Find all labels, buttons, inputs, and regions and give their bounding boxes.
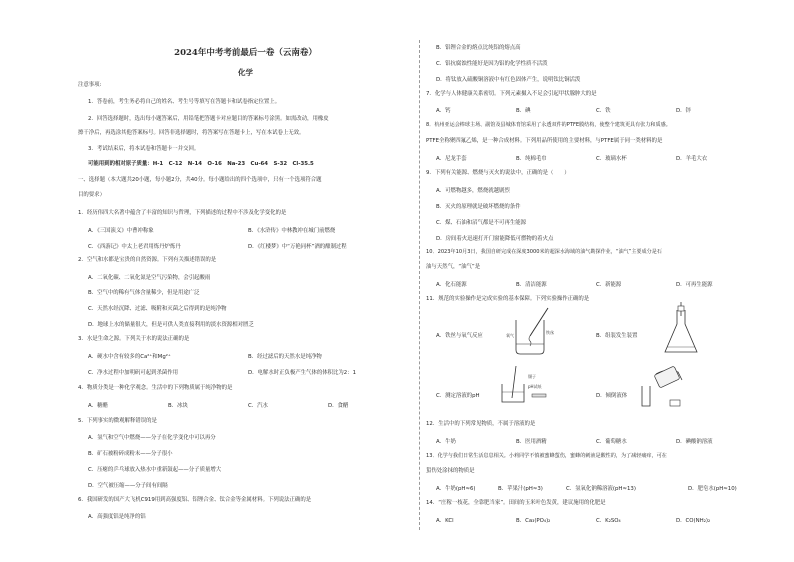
q13-option-b[interactable]: B．苹果汁(pH≈3) bbox=[498, 486, 543, 492]
q9-option-b[interactable]: B．灭火的原理就是破坏燃烧的条件 bbox=[436, 204, 521, 210]
q9-option-c[interactable]: C．煤、石油和沼气都是不可再生能源 bbox=[436, 220, 527, 226]
q4-option-d[interactable]: D．食醋 bbox=[328, 403, 349, 409]
pour-liquid-figure bbox=[626, 366, 696, 410]
q4-option-a[interactable]: A．糖醋 bbox=[88, 403, 108, 409]
section1-intro: 一、选择题（本大题共20小题，每小题2分，共40分。每小题给出的四个选项中，只有一个选项符合题 bbox=[78, 177, 322, 183]
q11-stem: 11．规范的实验操作是完成实验的基本保障。下列实验操作正确的是 bbox=[426, 296, 590, 302]
q10-stem: 10．2023年10月3日，我国自研完成在深度3000米的超深水海域的油气勘探作业，“油气”主要成分是石 bbox=[426, 249, 662, 255]
q4-option-c[interactable]: C．汽水 bbox=[248, 403, 268, 409]
q1-option-c[interactable]: C．《西游记》中太上老君用炼丹炉炼丹 bbox=[88, 244, 181, 250]
q5-option-c[interactable]: C．压瘪的乒乓球放入热水中重新鼓起——分子质量增大 bbox=[88, 467, 222, 473]
q8-option-d[interactable]: D．羊毛大衣 bbox=[676, 156, 708, 162]
note-3: 3．考试结束后，将本试卷和答题卡一并交回。 bbox=[88, 146, 200, 152]
q11-option-c[interactable]: C．测定溶液的pH bbox=[436, 393, 480, 399]
note-1: 1．答卷前，考生务必将自己的姓名、考生号等填写在答题卡和试卷指定位置上。 bbox=[88, 99, 281, 105]
q14-option-c[interactable]: C．K₂SO₄ bbox=[596, 518, 621, 524]
q1-option-a[interactable]: A．《三国演义》中曹冲称象 bbox=[88, 228, 154, 234]
q2-option-c[interactable]: C．天然水经沉降、过滤、吸附和灭菌之后得到的是纯净物 bbox=[88, 306, 227, 312]
exam-subject: 化学 bbox=[238, 68, 253, 77]
q13-option-d[interactable]: D．肥皂水(pH≈10) bbox=[688, 486, 737, 492]
q3-option-a[interactable]: A．硬水中含有较多的Ca²⁺和Mg²⁺ bbox=[88, 354, 171, 360]
q3-stem: 3．水是生命之源。下列关于水的说法正确的是 bbox=[78, 336, 190, 342]
q7-option-d[interactable]: D．锌 bbox=[676, 108, 691, 114]
q11-option-b[interactable]: B．组装发生装置 bbox=[596, 333, 638, 339]
q11-option-a[interactable]: A．铁丝与氧气反应 bbox=[436, 333, 483, 339]
q8-option-c[interactable]: C．玻璃水杯 bbox=[596, 156, 627, 162]
oxygen-label: 氧气 bbox=[506, 333, 514, 338]
q6-option-c[interactable]: C．铝抗腐蚀性能好是因为铝的化学性质不活泼 bbox=[436, 61, 548, 67]
q9-stem: 9．下列有关能源、燃烧与灭火的说法中，正确的是（ ） bbox=[426, 170, 570, 176]
q10-option-d[interactable]: D．可再生能源 bbox=[676, 282, 713, 288]
q2-option-b[interactable]: B．空气中的稀有气体含量稀少，但是用途广泛 bbox=[88, 290, 200, 296]
tweezers-label: 镊子 bbox=[528, 374, 536, 379]
iron-wire-oxygen-figure bbox=[506, 306, 566, 358]
q5-option-a[interactable]: A．氢气和空气中燃烧——分子在化学变化中可以再分 bbox=[88, 435, 216, 441]
q10-option-c[interactable]: C．新能源 bbox=[596, 282, 622, 288]
ph-test-figure bbox=[498, 364, 558, 406]
atomic-masses: 可能用到的相对原子质量：H-1 C-12 N-14 O-16 Na-23 Cu-64 S-32 Cl-35.5 bbox=[88, 161, 314, 167]
q3-option-d[interactable]: D．电解水时正负极产生气体的体积比为2：1 bbox=[248, 370, 357, 376]
q3-option-b[interactable]: B．经过滤后的天然水是纯净物 bbox=[248, 354, 322, 360]
q6-option-b[interactable]: B．铝锂合金的熔点比纯铝的熔点高 bbox=[436, 45, 521, 51]
q1-option-d[interactable]: D．《红楼梦》中“万艳同杯”酒的酿制过程 bbox=[248, 244, 347, 250]
q7-option-a[interactable]: A．钙 bbox=[436, 108, 451, 114]
q1-stem: 1．经历伟四大名著中蕴含了丰富的知识与哲理，下列描述的过程中不涉及化学变化的是 bbox=[78, 210, 287, 216]
generator-apparatus-figure bbox=[651, 302, 711, 360]
q8-option-a[interactable]: A．尼龙手套 bbox=[436, 156, 467, 162]
q7-option-c[interactable]: C．铁 bbox=[596, 108, 611, 114]
q10-option-b[interactable]: B．清洁能源 bbox=[516, 282, 547, 288]
note-2: 2．回答选择题时，选出每小题答案后，用铅笔把答题卡对应题目的答案标号涂黑。如需改动，用橡皮 bbox=[88, 116, 329, 122]
notes-heading: 注意事项: bbox=[78, 82, 102, 88]
q10-option-a[interactable]: A．化石能源 bbox=[436, 282, 467, 288]
q12-option-c[interactable]: C．葡萄糖水 bbox=[596, 439, 627, 445]
q12-option-d[interactable]: D．碘酸钠溶液 bbox=[676, 439, 713, 445]
q14-stem: 14．“庄稼一枝花，全靠肥当家”。田间的玉米叶色发黄，建议施用的化肥是 bbox=[426, 500, 606, 506]
q13-option-c[interactable]: C．氢氧化钠稀溶液(pH≈13) bbox=[566, 486, 636, 492]
q14-option-a[interactable]: A．KCl bbox=[436, 518, 454, 524]
q8-stem-cont: PTFE全称聚四氟乙烯，是一种合成材料。下列用品所使用的主要材料，与PTFE属于同一类材料的是 bbox=[426, 138, 663, 144]
ph-paper-label: pH试纸 bbox=[528, 384, 542, 389]
q9-option-d[interactable]: D．房间着火迅速打开门窗能降低可燃物的着火点 bbox=[436, 236, 554, 242]
q14-option-d[interactable]: D．CO(NH₂)₂ bbox=[676, 518, 711, 524]
q5-option-b[interactable]: B．矿石被粉碎成粉末——分子很小 bbox=[88, 451, 173, 457]
q6-option-d[interactable]: D．将钛放入硫酸铜溶液中有红色固体产生，说明钛比铜活泼 bbox=[436, 77, 581, 83]
q12-option-a[interactable]: A．牛奶 bbox=[436, 439, 456, 445]
exam-title: 2024年中考考前最后一卷（云南卷） bbox=[174, 48, 317, 58]
q5-stem: 5．下列事实的微观解释错误的是 bbox=[78, 418, 157, 424]
q13-stem: 13．化学与我们日常生活息息相关。小莉同学不慎被蜜蜂蜇伤，蜜蜂的刺液是酸性的，为了减轻痛痒，可在 bbox=[426, 453, 667, 459]
column-divider bbox=[419, 40, 420, 530]
q7-option-b[interactable]: B．碘 bbox=[516, 108, 531, 114]
q11-option-d[interactable]: D．倾倒液体 bbox=[596, 393, 628, 399]
iron-wire-label: 铁丝 bbox=[546, 330, 554, 335]
q4-option-b[interactable]: B．冰块 bbox=[168, 403, 188, 409]
q8-stem: 8．杭州亚运会棒球主场、副馆及县城体育馆采用了永透双件的PTFE膜结构，使整个建筑更具有张力和质感。 bbox=[426, 122, 671, 128]
q2-option-a[interactable]: A．二氧化碳、二氧化氮是空气污染物，会引起酸雨 bbox=[88, 275, 211, 281]
q13-option-a[interactable]: A．牛奶(pH≈6) bbox=[436, 486, 476, 492]
q6-option-a[interactable]: A．高强度铝是纯净的铝 bbox=[88, 514, 146, 520]
q13-stem-cont: 蜇伤处涂抹的物质是 bbox=[426, 468, 475, 474]
q8-option-b[interactable]: B．纯棉毛巾 bbox=[516, 156, 547, 162]
q10-stem-cont: 油与天然气，“油气”是 bbox=[426, 264, 481, 270]
q5-option-d[interactable]: D．空气被压缩——分子间有间隔 bbox=[88, 483, 168, 489]
q2-stem: 2．空气和水都是宝贵的自然资源。下列有关描述错误的是 bbox=[78, 257, 217, 263]
q7-stem: 7．化学与人体健康关系密切。下列元素摄入不足会引起甲状腺肿大的是 bbox=[426, 91, 597, 97]
q4-stem: 4．物质分类是一种化学观念。生活中的下列物质属于纯净物的是 bbox=[78, 385, 233, 391]
q12-option-b[interactable]: B．医用酒精 bbox=[516, 439, 547, 445]
q1-option-b[interactable]: B．《水浒传》中林教冲在城门前燃烧 bbox=[248, 228, 336, 234]
q12-stem: 12．生活中的下列常见物质，不属于溶液的是 bbox=[426, 421, 536, 427]
q2-option-d[interactable]: D．地球上水的储量很大，但是可供人类直接利用的淡水资源相对匮乏 bbox=[88, 322, 254, 328]
q14-option-b[interactable]: B．Ca₃(PO₄)₂ bbox=[516, 518, 551, 524]
note-2-cont: 擦干净后，再选涂其他答案标号。回答非选择题时，将答案写在答题卡上，写在本试卷上无效。 bbox=[78, 130, 305, 136]
section1-intro-cont: 目的要求） bbox=[78, 192, 105, 198]
q6-stem: 6．我国研发的国产大飞机C919用到高强度铝、铝锂合金、钛合金等金属材料。下列说法正确的是 bbox=[78, 497, 312, 503]
q9-option-a[interactable]: A．可燃物越多，燃烧就越剧烈 bbox=[436, 188, 510, 194]
q3-option-c[interactable]: C．净水过程中加明矾可起到杀菌作用 bbox=[88, 370, 179, 376]
